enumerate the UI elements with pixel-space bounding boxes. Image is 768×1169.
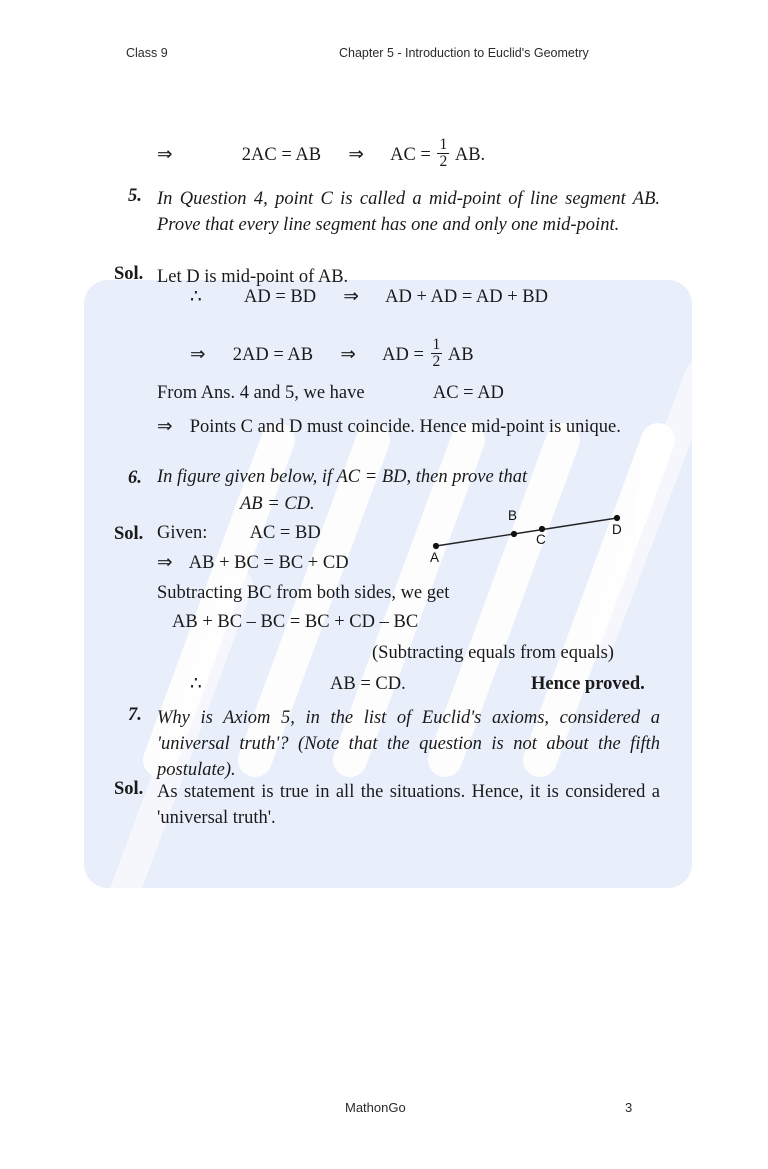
question-6-step-5 (190, 675, 406, 694)
q5-line1-expr: AD = BD (244, 287, 317, 307)
figure-label-a: A (430, 550, 440, 565)
top-equation-expr2-lead: AC = (390, 144, 431, 165)
question-6-text-indent: AB = CD. (240, 494, 315, 514)
fraction-one-half (437, 137, 449, 171)
page-footer (0, 1100, 768, 1124)
given-expr: AC = BD (249, 523, 321, 543)
therefore-symbol-icon: ∴ (190, 287, 202, 307)
page-header (0, 46, 768, 68)
figure-label-c: C (536, 532, 546, 547)
implies-arrow-icon: ⇒ (157, 417, 173, 437)
q5-line2-expr2-tail: AB (447, 344, 474, 365)
point-d-dot (614, 515, 620, 521)
figure-label-b: B (508, 508, 518, 523)
q5-line2-expr: 2AD = AB (232, 344, 314, 365)
q5-line1-expr2: AD + AD = AD + BD (385, 287, 548, 307)
question-5-sol-text: Let D is mid-point of AB. (157, 267, 349, 287)
hence-proved-label: Hence proved. (531, 674, 645, 694)
q5-line2-expr2-lead: AD = (382, 344, 424, 365)
q6-step1-expr: AB + BC = BC + CD (188, 553, 349, 573)
question-6-step-1 (157, 554, 349, 573)
point-a-dot (433, 543, 439, 549)
implies-arrow-icon: ⇒ (157, 553, 173, 573)
implies-arrow-icon: ⇒ (157, 144, 173, 165)
fraction-numerator: 1 (432, 336, 441, 353)
question-5-sol-label: Sol. (114, 264, 144, 284)
point-b-dot (511, 531, 517, 537)
footer-page-number: 3 (625, 1100, 633, 1115)
footer-brand-label: MathonGo (345, 1100, 406, 1115)
q5-working-line-2 (190, 337, 474, 371)
question-6-given-line (157, 524, 321, 543)
fraction-numerator: 1 (439, 136, 448, 153)
top-equation-expr2-tail: AB. (454, 144, 486, 165)
figure-svg (418, 498, 643, 576)
question-6-text: In figure given below, if AC = BD, then prove that (157, 467, 528, 487)
question-7-sol-text: As statement is true in all the situations. Hence, it is considered a 'universal truth'. (157, 782, 660, 828)
line-segment-figure (418, 498, 643, 576)
top-equation (157, 137, 485, 171)
therefore-symbol-icon: ∴ (190, 674, 202, 694)
given-label: Given: (157, 523, 208, 543)
question-6-step-3: AB + BC – BC = BC + CD – BC (172, 612, 419, 632)
segment-line (436, 518, 617, 546)
question-5-text: In Question 4, point C is called a mid-point of line segment AB. Prove that every line segment has one and only one mid-point. (157, 189, 660, 235)
question-6-sol-label: Sol. (114, 524, 144, 544)
header-chapter-label: Chapter 5 - Introduction to Euclid's Geometry (339, 46, 589, 60)
q5-line4-text: Points C and D must coincide. Hence mid-point is unique. (189, 417, 621, 437)
implies-arrow-icon: ⇒ (343, 287, 359, 307)
figure-label-d: D (612, 522, 622, 537)
q5-working-line-3 (157, 384, 504, 403)
question-7-sol-label: Sol. (114, 779, 144, 799)
header-class-label: Class 9 (126, 46, 168, 60)
q5-line3-expr: AC = AD (432, 383, 504, 403)
question-6-number: 6. (128, 468, 142, 488)
fraction-one-half (431, 337, 443, 371)
fraction-denominator: 2 (439, 153, 448, 171)
question-7-text: Why is Axiom 5, in the list of Euclid's axioms, considered a 'universal truth'? (Note that the question is not about the fifth postulate). (157, 708, 660, 780)
q5-working-line-1 (190, 288, 548, 307)
question-7-number: 7. (128, 705, 142, 725)
question-5-number: 5. (128, 186, 142, 206)
implies-arrow-icon: ⇒ (340, 344, 356, 365)
top-equation-expr1: 2AC = AB (241, 144, 322, 165)
q5-line3-text: From Ans. 4 and 5, we have (157, 383, 365, 403)
implies-arrow-icon: ⇒ (190, 344, 206, 365)
question-6-step-2: Subtracting BC from both sides, we get (157, 583, 450, 603)
q5-working-line-4 (157, 414, 667, 440)
q6-step5-expr: AB = CD. (330, 674, 406, 694)
implies-arrow-icon: ⇒ (348, 144, 364, 165)
question-6-step-4-note: (Subtracting equals from equals) (372, 643, 614, 663)
fraction-denominator: 2 (432, 353, 441, 371)
